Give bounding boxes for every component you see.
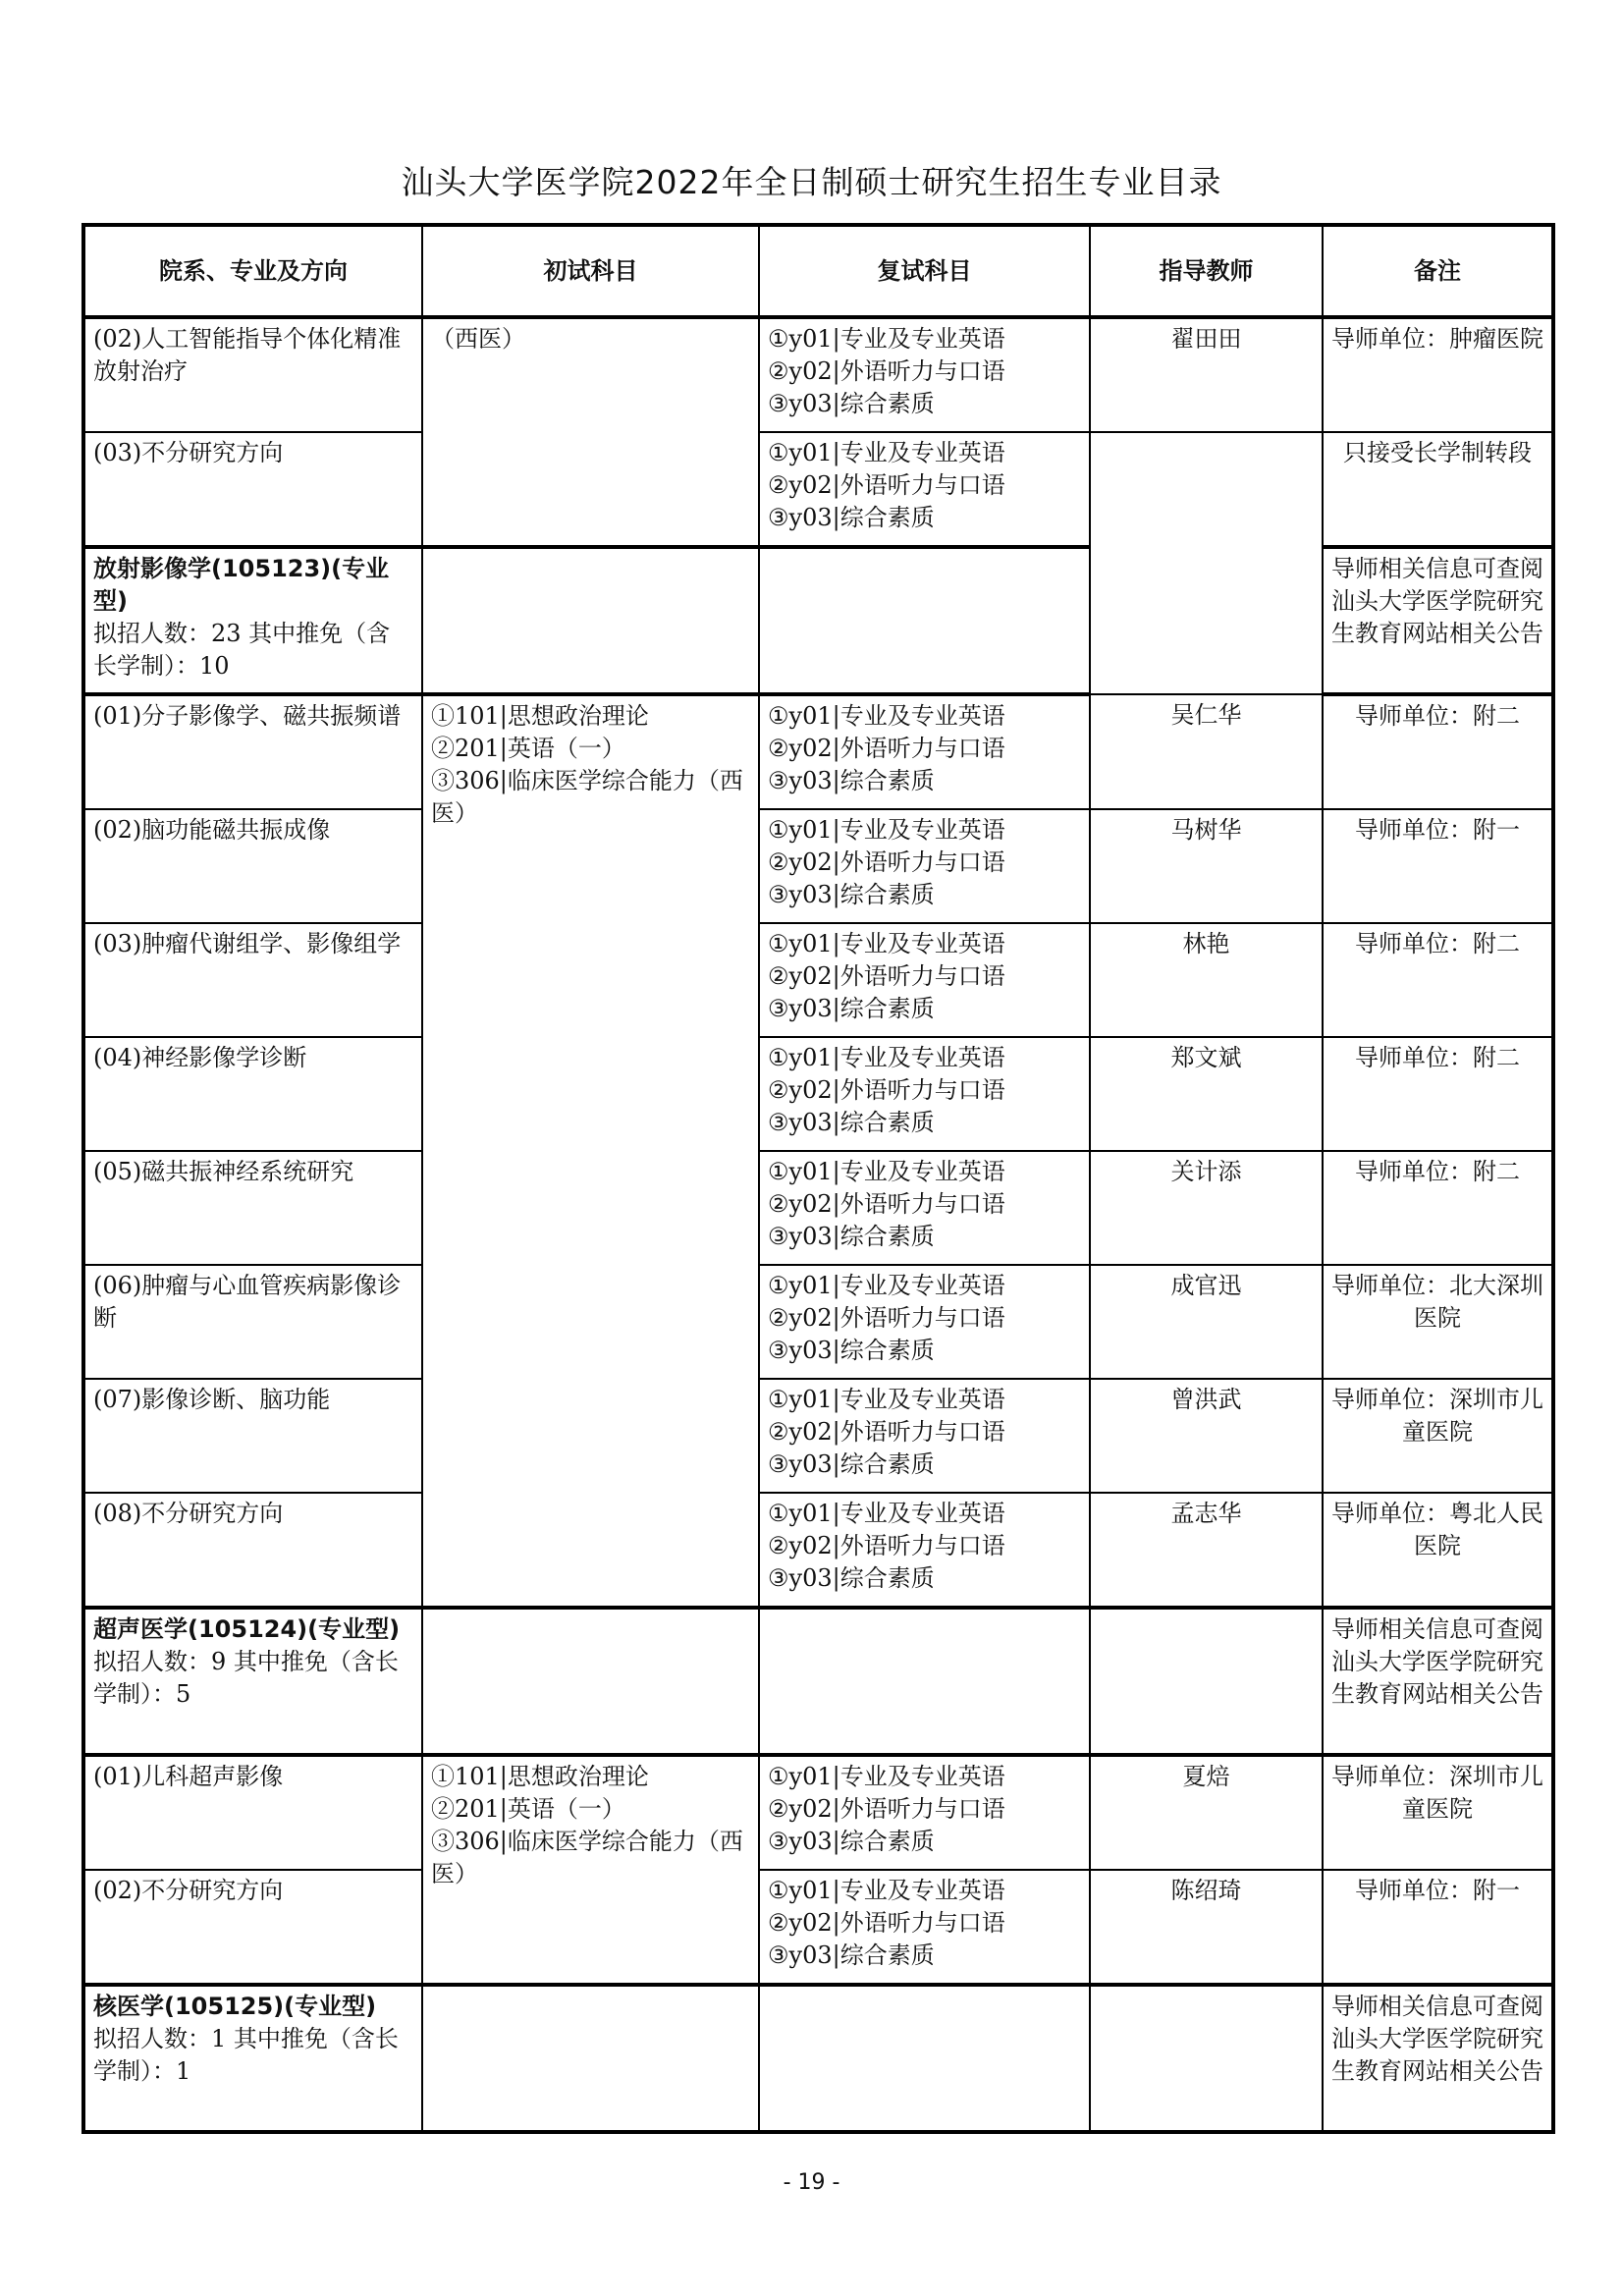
note-cell: 导师单位：深圳市儿童医院	[1323, 1379, 1553, 1493]
supervisor-cell: 成官迅	[1090, 1265, 1323, 1379]
major-name: 超声医学(105124)(专业型)	[93, 1615, 401, 1643]
second-exam-cell	[759, 923, 1090, 1037]
first-exam-line: ②201|英语（一）	[431, 735, 625, 762]
table-header-row	[83, 225, 1553, 317]
major-quota: 拟招人数：9 其中推免（含长学制）：5	[93, 1648, 399, 1708]
second-exam-line: ①y01|专业及专业英语	[768, 930, 1005, 957]
note-cell: 导师单位：肿瘤医院	[1323, 317, 1553, 432]
second-exam-line: ②y02|外语听力与口语	[768, 1909, 1005, 1937]
second-exam-line: ①y01|专业及专业英语	[768, 439, 1005, 466]
table-row	[83, 923, 1553, 1037]
second-exam-line: ②y02|外语听力与口语	[768, 1304, 1005, 1332]
second-exam-cell	[759, 1379, 1090, 1493]
second-exam-cell	[759, 317, 1090, 432]
table-row	[83, 1870, 1553, 1985]
first-exam-cell	[422, 317, 759, 547]
major-row	[83, 1608, 1553, 1755]
direction-cell: (07)影像诊断、脑功能	[83, 1379, 422, 1493]
second-exam-line: ③y03|综合素质	[768, 1564, 935, 1592]
table-row	[83, 432, 1553, 547]
direction-cell: (01)儿科超声影像	[83, 1755, 422, 1870]
first-exam-line: ③306|临床医学综合能力（西医）	[431, 1828, 743, 1887]
note-cell: 导师相关信息可查阅汕头大学医学院研究生教育网站相关公告	[1323, 1608, 1553, 1755]
second-exam-cell	[759, 1037, 1090, 1151]
second-exam-cell	[759, 1151, 1090, 1265]
second-exam-cell	[759, 1493, 1090, 1608]
direction-cell: (02)人工智能指导个体化精准放射治疗	[83, 317, 422, 432]
second-exam-line: ②y02|外语听力与口语	[768, 1076, 1005, 1104]
major-quota: 拟招人数：1 其中推免（含长学制）：1	[93, 2025, 399, 2085]
second-exam-cell	[759, 1870, 1090, 1985]
second-exam-line: ③y03|综合素质	[768, 881, 935, 908]
supervisor-cell: 翟田田	[1090, 317, 1323, 432]
table-row	[83, 1037, 1553, 1151]
second-exam-line: ②y02|外语听力与口语	[768, 848, 1005, 876]
second-exam-cell	[759, 432, 1090, 547]
second-exam-line: ①y01|专业及专业英语	[768, 1763, 1005, 1790]
major-row	[83, 547, 1553, 694]
second-exam-line: ①y01|专业及专业英语	[768, 1158, 1005, 1185]
second-exam-cell	[759, 1985, 1090, 2132]
supervisor-cell: 吴仁华	[1090, 694, 1323, 809]
supervisor-cell	[1090, 1608, 1323, 1755]
first-exam-cell	[422, 1608, 759, 1755]
note-cell: 导师单位：附二	[1323, 1037, 1553, 1151]
direction-cell: (06)肿瘤与心血管疾病影像诊断	[83, 1265, 422, 1379]
table-row	[83, 809, 1553, 923]
direction-cell: (02)不分研究方向	[83, 1870, 422, 1985]
table-row	[83, 1493, 1553, 1608]
major-cell	[83, 1985, 422, 2132]
supervisor-cell	[1090, 432, 1323, 694]
supervisor-cell: 夏焙	[1090, 1755, 1323, 1870]
supervisor-cell: 郑文斌	[1090, 1037, 1323, 1151]
major-cell	[83, 547, 422, 694]
table-row	[83, 317, 1553, 432]
page-title: 汕头大学医学院2022年全日制硕士研究生招生专业目录	[401, 163, 1222, 201]
direction-cell: (04)神经影像学诊断	[83, 1037, 422, 1151]
header-direction: 院系、专业及方向	[83, 225, 422, 317]
major-quota: 拟招人数：23 其中推免（含长学制）：10	[93, 620, 391, 680]
direction-cell: (03)肿瘤代谢组学、影像组学	[83, 923, 422, 1037]
second-exam-line: ②y02|外语听力与口语	[768, 1190, 1005, 1218]
second-exam-line: ③y03|综合素质	[768, 1828, 935, 1855]
table-row	[83, 1265, 1553, 1379]
header-second-exam: 复试科目	[759, 225, 1090, 317]
note-cell: 导师单位：附二	[1323, 1151, 1553, 1265]
supervisor-cell: 曾洪武	[1090, 1379, 1323, 1493]
second-exam-line: ③y03|综合素质	[768, 390, 935, 417]
first-exam-cell	[422, 547, 759, 694]
supervisor-cell: 马树华	[1090, 809, 1323, 923]
second-exam-line: ③y03|综合素质	[768, 1337, 935, 1364]
first-exam-line: （西医）	[431, 325, 525, 353]
table-row	[83, 1151, 1553, 1265]
second-exam-line: ①y01|专业及专业英语	[768, 816, 1005, 844]
note-cell: 导师单位：北大深圳医院	[1323, 1265, 1553, 1379]
table-row	[83, 1755, 1553, 1870]
second-exam-line: ③y03|综合素质	[768, 1109, 935, 1136]
table-row	[83, 1379, 1553, 1493]
second-exam-cell	[759, 547, 1090, 694]
header-notes: 备注	[1323, 225, 1553, 317]
major-name: 放射影像学(105123)(专业型)	[93, 555, 390, 615]
first-exam-line: ①101|思想政治理论	[431, 1763, 649, 1790]
supervisor-cell: 林艳	[1090, 923, 1323, 1037]
second-exam-line: ③y03|综合素质	[768, 995, 935, 1022]
supervisor-cell: 关计添	[1090, 1151, 1323, 1265]
first-exam-line: ③306|临床医学综合能力（西医）	[431, 767, 743, 827]
second-exam-line: ③y03|综合素质	[768, 767, 935, 794]
second-exam-line: ②y02|外语听力与口语	[768, 1418, 1005, 1446]
note-cell: 导师单位：深圳市儿童医院	[1323, 1755, 1553, 1870]
table-row	[83, 694, 1553, 809]
note-cell: 只接受长学制转段	[1323, 432, 1553, 547]
second-exam-cell	[759, 1265, 1090, 1379]
second-exam-cell	[759, 1608, 1090, 1755]
first-exam-line: ①101|思想政治理论	[431, 702, 649, 730]
direction-cell: (08)不分研究方向	[83, 1493, 422, 1608]
supervisor-cell	[1090, 1985, 1323, 2132]
second-exam-line: ②y02|外语听力与口语	[768, 1795, 1005, 1823]
second-exam-line: ②y02|外语听力与口语	[768, 1532, 1005, 1559]
second-exam-line: ①y01|专业及专业英语	[768, 1386, 1005, 1413]
page-number: - 19 -	[783, 2170, 840, 2195]
second-exam-line: ③y03|综合素质	[768, 1941, 935, 1969]
supervisor-cell: 陈绍琦	[1090, 1870, 1323, 1985]
note-cell: 导师单位：粤北人民医院	[1323, 1493, 1553, 1608]
direction-cell: (05)磁共振神经系统研究	[83, 1151, 422, 1265]
first-exam-cell	[422, 1755, 759, 1985]
second-exam-line: ①y01|专业及专业英语	[768, 702, 1005, 730]
direction-cell: (03)不分研究方向	[83, 432, 422, 547]
note-cell: 导师单位：附二	[1323, 694, 1553, 809]
second-exam-line: ①y01|专业及专业英语	[768, 1272, 1005, 1299]
header-supervisor: 指导教师	[1090, 225, 1323, 317]
second-exam-line: ③y03|综合素质	[768, 504, 935, 531]
major-name: 核医学(105125)(专业型)	[93, 1993, 377, 2020]
header-first-exam: 初试科目	[422, 225, 759, 317]
second-exam-cell	[759, 694, 1090, 809]
major-cell	[83, 1608, 422, 1755]
direction-cell: (01)分子影像学、磁共振频谱	[83, 694, 422, 809]
second-exam-line: ①y01|专业及专业英语	[768, 1044, 1005, 1071]
note-cell: 导师相关信息可查阅汕头大学医学院研究生教育网站相关公告	[1323, 547, 1553, 694]
second-exam-line: ③y03|综合素质	[768, 1223, 935, 1250]
second-exam-cell	[759, 809, 1090, 923]
major-row	[83, 1985, 1553, 2132]
note-cell: 导师相关信息可查阅汕头大学医学院研究生教育网站相关公告	[1323, 1985, 1553, 2132]
first-exam-cell	[422, 694, 759, 1608]
first-exam-line: ②201|英语（一）	[431, 1795, 625, 1823]
second-exam-cell	[759, 1755, 1090, 1870]
second-exam-line: ②y02|外语听力与口语	[768, 735, 1005, 762]
second-exam-line: ①y01|专业及专业英语	[768, 1500, 1005, 1527]
second-exam-line: ③y03|综合素质	[768, 1450, 935, 1478]
second-exam-line: ②y02|外语听力与口语	[768, 471, 1005, 499]
second-exam-line: ②y02|外语听力与口语	[768, 357, 1005, 385]
admissions-catalog-table	[81, 223, 1555, 2134]
second-exam-line: ①y01|专业及专业英语	[768, 1877, 1005, 1904]
supervisor-cell: 孟志华	[1090, 1493, 1323, 1608]
note-cell: 导师单位：附一	[1323, 809, 1553, 923]
second-exam-line: ①y01|专业及专业英语	[768, 325, 1005, 353]
second-exam-line: ②y02|外语听力与口语	[768, 962, 1005, 990]
note-cell: 导师单位：附一	[1323, 1870, 1553, 1985]
note-cell: 导师单位：附二	[1323, 923, 1553, 1037]
direction-cell: (02)脑功能磁共振成像	[83, 809, 422, 923]
first-exam-cell	[422, 1985, 759, 2132]
